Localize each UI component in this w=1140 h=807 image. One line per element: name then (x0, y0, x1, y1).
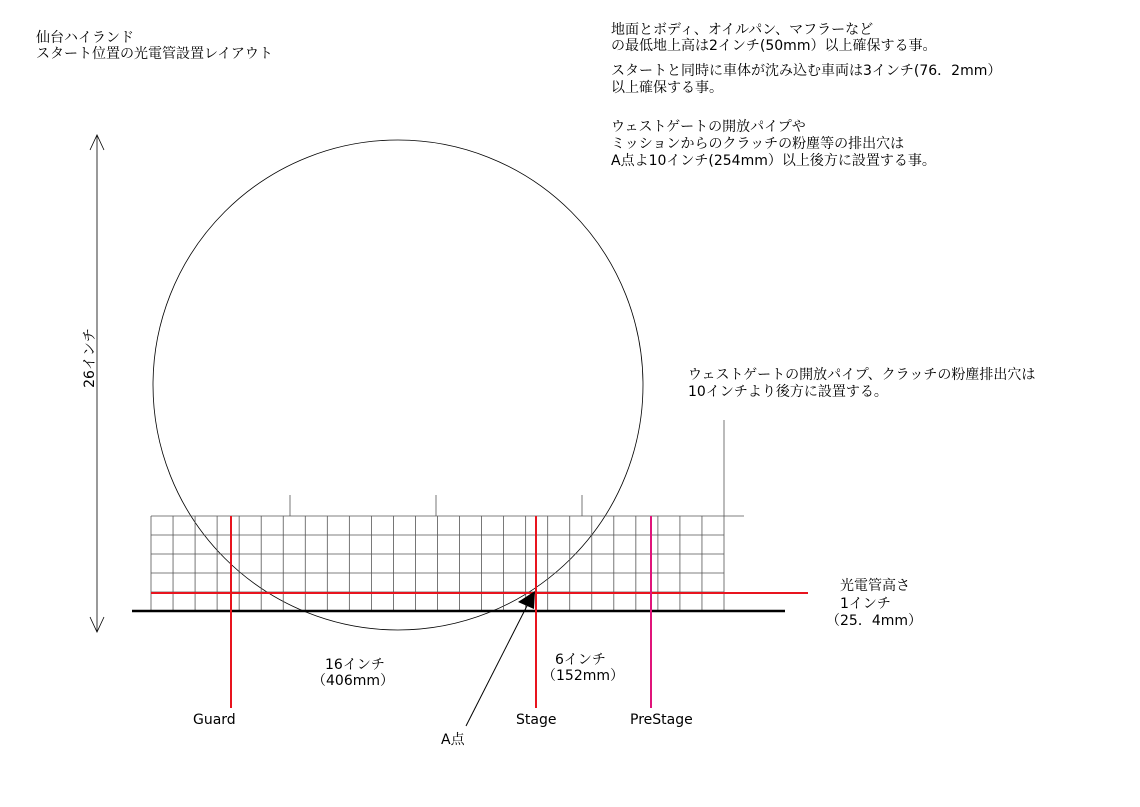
beam-height-label-line: 1インチ (840, 596, 891, 612)
beam-height-label-line: （25．4mm） (826, 613, 922, 629)
tire-height-label: 26インチ (82, 328, 98, 388)
guard-stage-distance-line: 16インチ (325, 657, 385, 673)
side-note-line: 10インチより後方に設置する。 (688, 384, 888, 400)
prestage-label: PreStage (630, 712, 693, 728)
title-line-1: 仙台ハイランド (36, 30, 134, 46)
exhaust-note-line: ウェストゲートの開放パイプや (611, 119, 806, 135)
point-a-label: A点 (441, 732, 465, 748)
exhaust-note-line: ミッションからのクラッチの粉塵等の排出穴は (611, 136, 905, 152)
clearance-note-line: スタートと同時に車体が沈み込む車両は3インチ(76．2mm） (611, 63, 1002, 79)
beam-height-label-line: 光電管高さ (840, 578, 910, 594)
exhaust-note-line: A点よ10インチ(254mm）以上後方に設置する事。 (611, 153, 936, 169)
grid-ticks (290, 420, 724, 516)
measurement-grid (151, 516, 744, 611)
stage-prestage-distance-line: 6インチ (555, 652, 606, 668)
stage-label: Stage (516, 712, 557, 728)
clearance-note-line: 地面とボディ、オイルパン、マフラーなど (611, 22, 874, 38)
side-note-line: ウェストゲートの開放パイプ、クラッチの粉塵排出穴は (688, 367, 1036, 383)
clearance-note-line: の最低地上高は2インチ(50mm）以上確保する事。 (611, 38, 937, 54)
title-line-2: スタート位置の光電管設置レイアウト (36, 46, 273, 62)
stage-prestage-distance-line: （152mm） (542, 668, 624, 684)
guard-stage-distance-line: （406mm） (312, 673, 394, 689)
clearance-note-line: 以上確保する事。 (611, 80, 723, 96)
guard-label: Guard (193, 712, 236, 728)
